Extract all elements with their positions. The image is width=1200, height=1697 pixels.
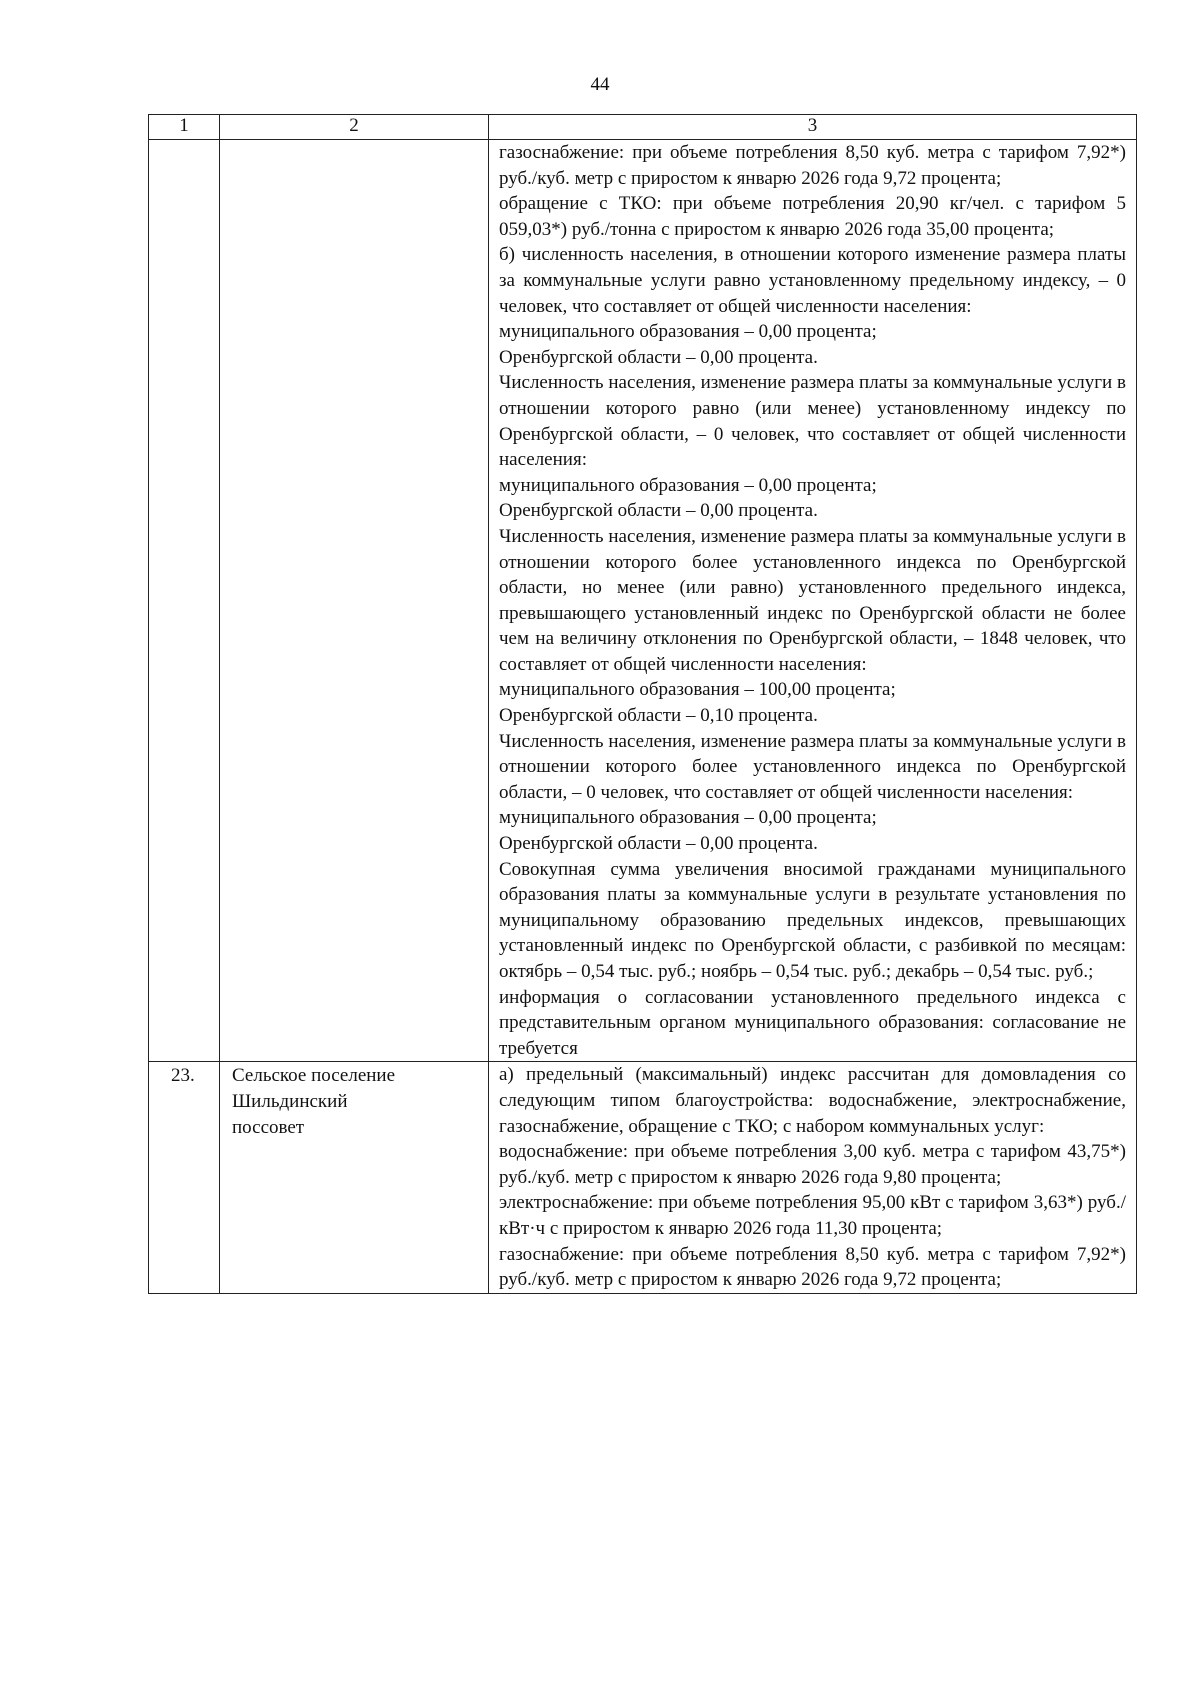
text-paragraph: муниципального образования – 0,00 процента;	[499, 321, 877, 343]
column-header-2: 2	[220, 115, 489, 140]
text-paragraph: Численность населения, изменение размера платы за коммунальные услуги в отношении которого равно (или менее) установленному индексу по Оренбургской области, – 0 человек, что составляет от общей численности населения:	[499, 372, 1126, 471]
text-paragraph: Оренбургской области – 0,10 процента.	[499, 705, 818, 727]
text-paragraph: Оренбургской области – 0,00 процента.	[499, 500, 818, 522]
text-paragraph: Численность населения, изменение размера платы за коммунальные услуги в отношении которого более установленного индекса по Оренбургской области, – 0 человек, что составляет от общей численности населения:	[499, 730, 1126, 803]
text-paragraph: электроснабжение: при объеме потребления 95,00 кВт с тарифом 3,63*) руб./кВт·ч с приростом к январю 2026 года 11,30 процента;	[499, 1192, 1126, 1239]
column-header-3: 3	[489, 115, 1137, 140]
text-paragraph: муниципального образования – 100,00 процента;	[499, 679, 896, 701]
text-paragraph: Оренбургской области – 0,00 процента.	[499, 833, 818, 855]
row-name-cell	[220, 1062, 489, 1293]
text-paragraph: муниципального образования – 0,00 процента;	[499, 474, 877, 496]
text-paragraph: б) численность населения, в отношении которого изменение размера платы за коммунальные услуги равно установленному предельному индексу, – 0 человек, что составляет от общей численности населения:	[499, 244, 1126, 317]
text-paragraph: газоснабжение: при объеме потребления 8,50 куб. метра с тарифом 7,92*) руб./куб. метр с приростом к январю 2026 года 9,72 процента;	[499, 1243, 1126, 1291]
text-paragraph: Совокупная сумма увеличения вносимой гражданами муниципального образования платы за коммунальные услуги в результате установления по муниципальному образованию предельных индексов, превышающих установленный индекс по Оренбургской области, с разбивкой по месяцам: октябрь – 0,54 тыс. руб.; ноябрь – 0,54 тыс. руб.; декабрь – 0,54 тыс. руб.;	[499, 858, 1126, 982]
settlement-name-line: Сельское поселение	[232, 1065, 396, 1087]
data-table	[148, 114, 1137, 1294]
settlement-name-line: Шильдинский	[232, 1090, 348, 1112]
row-name-cell	[220, 140, 489, 1062]
text-paragraph: газоснабжение: при объеме потребления 8,50 куб. метра с тарифом 7,92*) руб./куб. метр с приростом к январю 2026 года 9,72 процента;	[499, 142, 1126, 189]
row-number-cell	[149, 140, 220, 1062]
text-paragraph: обращение с ТКО: при объеме потребления 20,90 кг/чел. с тарифом 5 059,03*) руб./тонна с приростом к январю 2026 года 35,00 процента;	[499, 193, 1126, 240]
text-paragraph: водоснабжение: при объеме потребления 3,00 куб. метра с тарифом 43,75*) руб./куб. метр с приростом к январю 2026 года 9,80 процента;	[499, 1141, 1126, 1188]
text-paragraph: а) предельный (максимальный) индекс рассчитан для домовладения со следующим типом благоустройства: водоснабжение, электроснабжение, газоснабжение, обращение с ТКО; с набором коммунальных услуг:	[499, 1064, 1126, 1137]
row-text-cell	[489, 140, 1137, 1062]
page-number: 44	[590, 74, 610, 95]
text-paragraph: муниципального образования – 0,00 процента;	[499, 807, 877, 829]
table-header-row	[149, 115, 1137, 140]
table-row-23	[149, 1062, 1137, 1293]
settlement-name-line: поссовет	[232, 1116, 305, 1138]
row-text-cell	[489, 1062, 1137, 1293]
text-paragraph: Оренбургской области – 0,00 процента.	[499, 346, 818, 368]
column-header-1: 1	[149, 115, 220, 140]
row-number-cell: 23.	[149, 1062, 220, 1293]
text-paragraph: Численность населения, изменение размера платы за коммунальные услуги в отношении которого более установленного индекса по Оренбургской области, но менее (или равно) установленного предельного индекса, превышающего установленный индекс по Оренбургской области не более чем на величину отклонения по Оренбургской области, – 1848 человек, что составляет от общей численности населения:	[499, 525, 1126, 675]
table-row-continuation	[149, 140, 1137, 1062]
text-paragraph: информация о согласовании установленного предельного индекса с представительным органом муниципального образования: согласование не требуется	[499, 986, 1126, 1059]
